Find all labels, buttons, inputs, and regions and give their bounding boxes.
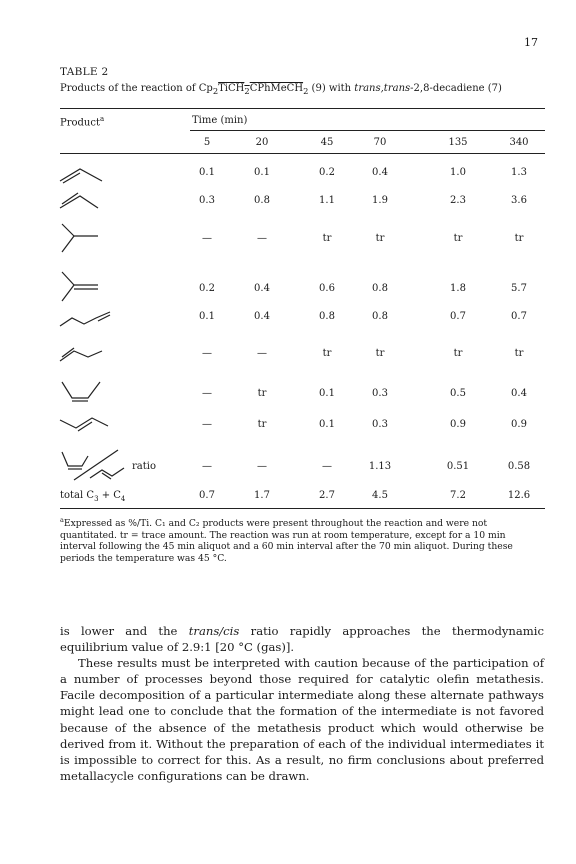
table-cell: 0.7: [450, 311, 466, 322]
table-cell: tr: [257, 419, 267, 430]
time-header-cell: 5: [203, 137, 211, 148]
total-cell: 4.5: [372, 490, 388, 501]
table-cell: 0.7: [511, 311, 527, 322]
paragraph: These results must be interpreted with caution because of the participation of a number of processes beyond those required for catalytic olefin metathesis. Facile decomposition of a particular intermediate along these alternate pathways might lead one to conclude that the formation of the intermediate is not favored because of the absence of the metathesis product which would otherwise be derived from it. Without the preparation of each of the individual intermediates it is impossible to correct for this. As a result, no firm conclusions about preferred metallacycle configurations can be drawn.: [60, 656, 544, 783]
time-column-header: Time (min): [192, 115, 248, 126]
table-cell: 1.13: [368, 461, 392, 472]
table-cell: tr: [514, 233, 524, 244]
table-footnote: $^a$Expressed as %/Ti. C₁ and C₂ products were present throughout the reaction and were not quantitated. tr = trace amount. The reaction was run at room temperature, except for a 10 min interval following the 45 min aliquot and a 60 min interval after the 70 min aliquot. During these periods the temperature was 45 °C.: [60, 516, 513, 564]
table-cell: —: [202, 233, 212, 244]
table-cell: tr: [322, 348, 332, 359]
table-cell: 0.51: [446, 461, 470, 472]
table-cell: 1.1: [319, 195, 335, 206]
time-header-cell: 45: [320, 137, 334, 148]
body-text: [60, 623, 544, 784]
table-header-bottom-rule: [60, 153, 545, 154]
time-header-cell: 70: [373, 137, 387, 148]
table-cell: 0.4: [254, 283, 270, 294]
table-cell: —: [202, 461, 212, 472]
table-cell: 0.8: [254, 195, 270, 206]
page-number: 17: [524, 36, 538, 49]
table-top-rule: [60, 108, 545, 109]
table-cell: 0.8: [372, 311, 388, 322]
cis-2-butene-structure: [58, 378, 108, 404]
propene-structure: [58, 163, 108, 185]
ratio-label: ratio: [132, 461, 156, 472]
time-header-cell: 135: [448, 137, 468, 148]
paragraph: is lower and the trans/cis ratio rapidly approaches the thermodynamic equilibrium value of 2.9:1 [20 °C (gas)].: [60, 624, 544, 655]
table-cell: tr: [453, 233, 463, 244]
table-cell: tr: [322, 233, 332, 244]
table-cell: 0.1: [254, 167, 270, 178]
table-cell: 0.5: [450, 388, 466, 399]
table-label: TABLE 2: [60, 66, 109, 78]
table-cell: 0.3: [372, 388, 388, 399]
table-cell: —: [202, 388, 212, 399]
table-cell: 0.9: [450, 419, 466, 430]
table-cell: 0.6: [319, 283, 335, 294]
pentene-structure: [58, 343, 114, 365]
table-cell: 3.6: [511, 195, 527, 206]
table-cell: 1.8: [450, 283, 466, 294]
table-bottom-rule: [60, 508, 545, 509]
table-cell: 0.58: [507, 461, 531, 472]
table-cell: 0.1: [319, 419, 335, 430]
time-header-rule: [190, 130, 545, 131]
total-cell: 2.7: [319, 490, 335, 501]
table-cell: —: [257, 348, 267, 359]
table-cell: 0.4: [254, 311, 270, 322]
pentene-structure: [58, 308, 114, 330]
table-cell: 0.8: [372, 283, 388, 294]
table-cell: —: [257, 233, 267, 244]
table-cell: 2.3: [450, 195, 466, 206]
table-cell: —: [257, 461, 267, 472]
table-cell: 0.9: [511, 419, 527, 430]
product-column-header: Product$^a$: [60, 115, 105, 129]
time-header-cell: 20: [255, 137, 269, 148]
cis-trans-ratio-structure: [58, 448, 128, 482]
table-cell: —: [322, 461, 332, 472]
total-row-label: total $C_3 + C_4$: [60, 490, 126, 503]
isobutene-structure: [58, 270, 108, 304]
table-cell: 0.3: [372, 419, 388, 430]
table-cell: 1.0: [450, 167, 466, 178]
table-cell: tr: [375, 233, 385, 244]
total-cell: 7.2: [450, 490, 466, 501]
total-cell: 0.7: [199, 490, 215, 501]
table-cell: 1.3: [511, 167, 527, 178]
time-header-cell: 340: [509, 137, 529, 148]
table-cell: 0.2: [319, 167, 335, 178]
table-cell: 0.4: [372, 167, 388, 178]
isobutane-structure: [58, 222, 108, 256]
table-cell: 0.8: [319, 311, 335, 322]
table-cell: 0.1: [319, 388, 335, 399]
table-cell: 0.1: [199, 167, 215, 178]
table-cell: tr: [257, 388, 267, 399]
table-cell: 5.7: [511, 283, 527, 294]
table-cell: 0.4: [511, 388, 527, 399]
table-cell: tr: [453, 348, 463, 359]
trans-2-butene-structure: [58, 412, 114, 434]
total-cell: 1.7: [254, 490, 270, 501]
table-cell: —: [202, 348, 212, 359]
table-cell: 1.9: [372, 195, 388, 206]
propene-structure: [58, 190, 108, 212]
table-cell: tr: [514, 348, 524, 359]
table-cell: 0.1: [199, 311, 215, 322]
table-cell: tr: [375, 348, 385, 359]
table-cell: 0.3: [199, 195, 215, 206]
total-cell: 12.6: [507, 490, 531, 501]
table-cell: —: [202, 419, 212, 430]
table-cell: 0.2: [199, 283, 215, 294]
table-caption: Products of the reaction of $Cp_2TiCH_2CPhMeCH_2$ (9) with trans,trans-2,8-decadiene (7): [60, 83, 502, 96]
